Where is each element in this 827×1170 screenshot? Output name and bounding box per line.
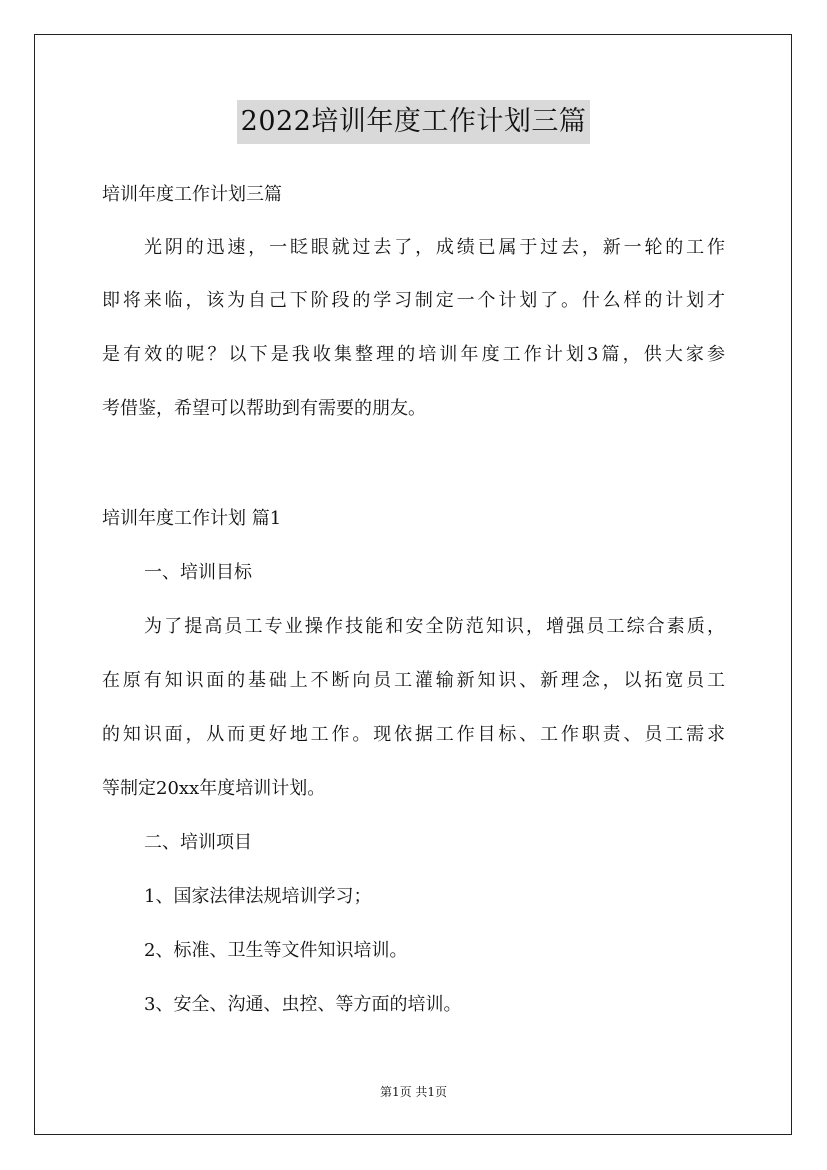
list-item: 2、标准、卫生等文件知识培训。 <box>144 940 408 961</box>
title-container <box>0 100 827 144</box>
intro-line-1: 光阴的迅速，一眨眼就过去了，成绩已属于过去，新一轮的工作 <box>144 237 725 258</box>
section-heading: 培训年度工作计划 篇1 <box>102 508 282 529</box>
intro-line-2: 即将来临，该为自己下阶段的学习制定一个计划了。什么样的计划才 <box>102 290 725 311</box>
page-number-footer: 第1页 共1页 <box>379 1085 448 1099</box>
list-item: 1、国家法律法规培训学习； <box>144 886 372 907</box>
item1-line-4: 等制定20xx年度培训计划。 <box>102 778 326 799</box>
item2-heading: 二、培训项目 <box>144 832 252 853</box>
list-item: 3、安全、沟通、虫控、等方面的培训。 <box>144 994 462 1015</box>
item1-line-3: 的知识面，从而更好地工作。现依据工作目标、工作职责、员工需求 <box>102 724 725 745</box>
item1-heading: 一、培训目标 <box>144 562 252 583</box>
intro-line-4: 考借鉴，希望可以帮助到有需要的朋友。 <box>102 398 426 419</box>
document-subtitle: 培训年度工作计划三篇 <box>102 184 282 205</box>
item1-line-2: 在原有知识面的基础上不断向员工灌输新知识、新理念，以拓宽员工 <box>102 670 725 691</box>
item1-line-1: 为了提高员工专业操作技能和安全防范知识，增强员工综合素质， <box>144 616 725 637</box>
intro-line-3: 是有效的呢？以下是我收集整理的培训年度工作计划3篇，供大家参 <box>102 344 725 365</box>
document-title: 2022培训年度工作计划三篇 <box>237 100 591 144</box>
